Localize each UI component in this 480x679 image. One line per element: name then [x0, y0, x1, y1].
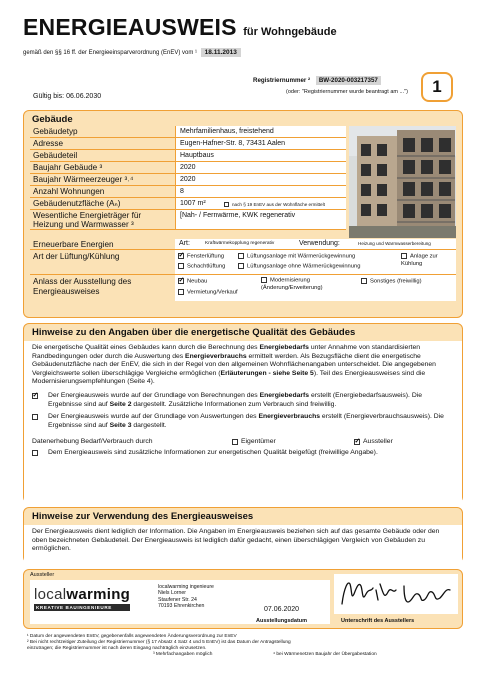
checkbox-icon — [401, 253, 407, 259]
checkbox-icon — [261, 277, 267, 283]
document-subtitle: für Wohngebäude — [243, 26, 337, 38]
ventilation-option-heat-recovery[interactable]: Lüftungsanlage mit Wärmerückgewinnung — [238, 253, 355, 261]
building-section — [23, 110, 463, 318]
table-row: Baujahr Gebäude ³ 2020 — [30, 162, 346, 174]
issuer-label: Aussteller — [30, 572, 55, 578]
checkbox-icon — [178, 289, 184, 295]
usage-hints-text: Der Energieausweis dient lediglich der Information. Die Angaben im Energieausweis beziehen sich auf das gesamte Gebäude oder den oben bezeichneten Gebäudeteil. Der Energieausweis ist lediglich dafür gedacht, einen überschlägigen Vergleich von Gebäuden zu ermöglichen. — [32, 528, 440, 553]
checkbox-icon — [232, 439, 238, 445]
option-additional-info[interactable]: Dem Energieausweis sind zusätzliche Informationen zur energetischen Qualität beigefügt (freiwillige Angabe). — [24, 448, 462, 460]
footnote-4: ⁴ bei Wärmenetzen Baujahr der Übergabestation — [273, 652, 377, 657]
option-owner[interactable]: Eigentümer — [232, 438, 276, 445]
table-row: Baujahr Wärmeerzeuger ³˒⁴ 2020 — [30, 174, 346, 186]
checkbox-checked-icon — [178, 253, 184, 259]
registration-number: BW-2020-003217357 — [316, 76, 381, 85]
building-system-table — [30, 239, 456, 301]
reason-option-rent-sale[interactable]: Vermietung/Verkauf — [178, 289, 238, 297]
page-number-badge: 1 — [421, 72, 453, 102]
quality-intro: Die energetische Qualität eines Gebäudes kann durch die Berechnung des Energiebedarfs unter Annahme von standardisierten Randbedingungen oder durch die Auswertung des Energieverbrauchs ermittelt werden. Als Bezugsfläche dient die energetische Gebäudenutzfläche nach der EnEV, die sich in der Regel von den allgemeinen Wohnflächenangaben unterscheidet. Die angegebenen Vergleichswerte sollen überschlägige Vergleiche ermöglichen (Erläuterungen - siehe Seite 5). Teil des Energieausweises sind die Modernisierungsempfehlungen (Seite 4). — [32, 344, 436, 386]
valid-until: Gültig bis: 06.06.2030 — [33, 93, 102, 100]
area-note-checkbox — [224, 202, 229, 207]
registration-label: Registriernummer ² — [253, 77, 311, 84]
table-row: Gebäudetyp Mehrfamilienhaus, freistehend — [30, 126, 346, 138]
checkbox-icon — [178, 263, 184, 269]
renewable-row: Erneuerbare Energien Art: Kraftwärmekopplung regenerativ Verwendung: Heizung und Warmwasserbereitung — [30, 239, 456, 250]
footnote-3: ³ Mehrfachangaben möglich — [153, 652, 213, 657]
ventilation-option-cooling[interactable]: Anlage zur Kühlung — [401, 253, 438, 267]
checkbox-icon — [32, 414, 38, 420]
checkbox-checked-icon — [354, 439, 360, 445]
area-note: nach § 19 EnEV aus der Wohnfläche ermittelt — [232, 202, 325, 207]
checkbox-icon — [238, 263, 244, 269]
renewable-type-value: Kraftwärmekopplung regenerativ — [205, 241, 275, 246]
area-row: Gebäudenutzfläche (Aₙ) 1007 m² nach § 19 EnEV aus der Wohnfläche ermittelt — [30, 198, 346, 210]
data-collection-label: Datenerhebung Bedarf/Verbrauch durch — [32, 438, 153, 446]
table-row: Gebäudeteil Hauptbaus — [30, 150, 346, 162]
option-issuer[interactable]: ✓ Aussteller — [354, 438, 393, 445]
table-row: Adresse Eugen-Hafner-Str. 8, 73431 Aalen — [30, 138, 346, 150]
checkbox-icon — [32, 450, 38, 456]
registration-note: (oder: "Registriernummer wurde beantragt am ...") — [286, 89, 408, 95]
usage-hints-title: Hinweise zur Verwendung des Energieausweises — [32, 511, 254, 522]
data-collection-row — [24, 436, 462, 448]
issue-date-label: Ausstellungsdatum — [256, 618, 308, 624]
renewable-type-label: Art: — [179, 240, 190, 247]
building-data-table — [30, 126, 346, 230]
building-photo — [349, 126, 456, 238]
issuer-address: localwarming ingenieure Niels Lorner Staufener Str. 24 70193 Ehrenkirchen — [158, 584, 214, 610]
checkbox-icon — [238, 253, 244, 259]
footnote-1: ¹ Datum der angewendeten EnEV, gegebenenfalls angewendeten Änderungsverordnung zur EnEV — [27, 634, 237, 639]
energy-certificate-page — [23, 14, 463, 664]
checkbox-checked-icon — [178, 278, 184, 284]
quality-hints-title: Hinweise zu den Angaben über die energetische Qualität des Gebäudes — [32, 327, 356, 338]
signature-area — [334, 574, 458, 614]
reason-option-modernisation[interactable]: Modernisierung (Änderung/Erweiterung) — [261, 277, 323, 291]
reason-option-other[interactable]: Sonstiges (freiwillig) — [361, 278, 422, 286]
checkbox-icon — [361, 278, 367, 284]
reason-row: Anlass der Ausstellung des Energieausweises ✓Neubau Modernisierung (Änderung/Erweiterung) Sonstiges (freiwillig) Vermietung/Verkauf — [30, 275, 456, 301]
option-demand-certificate[interactable]: ✓ Der Energieausweis wurde auf der Grundlage von Berechnungen des Energiebedarfs erstellt (Energiebedarfsausweis). Die Ergebnisse sind auf Seite 2 dargestellt. Zusätzliche Informationen zum Verbrauch sind freiwillig. — [24, 390, 462, 411]
ventilation-option-window[interactable]: ✓ Fensterlüftung — [178, 253, 224, 261]
ventilation-option-no-heat-recovery[interactable]: Lüftungsanlage ohne Wärmerückgewinnung — [238, 263, 360, 271]
footnote-2: ² Bei nicht rechtzeitiger Zuteilung der Registriernummer (§ 17 Absatz 4 Satz 4 und 5 EnEV) ist das Datum der Antragstellung einzutragen; die Registriernummer ist nach deren Eingang nachträglich einzusetzen. — [27, 640, 291, 651]
checkbox-checked-icon — [32, 393, 38, 399]
quality-hints-section — [23, 323, 463, 503]
renewable-use-label: Verwendung: — [299, 240, 340, 247]
usage-hints-section — [23, 507, 463, 563]
area-value: 1007 m² — [175, 198, 220, 209]
registration-row — [253, 76, 381, 85]
option-consumption-certificate[interactable]: Der Energieausweis wurde auf der Grundlage von Auswertungen des Energieverbrauchs erstellt (Energieverbrauchsausweis). Die Ergebnisse sind auf Seite 3 dargestellt. — [24, 411, 462, 432]
enev-date: 18.11.2013 — [201, 48, 241, 57]
signature-label: Unterschrift des Ausstellers — [341, 618, 415, 624]
renewable-use-value: Heizung und Warmwasserbereitung — [358, 241, 431, 246]
signature-image — [334, 574, 458, 614]
legal-basis: gemäß den §§ 16 ff. der Energieeinsparverordnung (EnEV) vom ¹ 18.11.2013 — [23, 48, 241, 57]
table-row: Anzahl Wohnungen 8 — [30, 186, 346, 198]
energy-carrier-row: Wesentliche Energieträger für Heizung und Warmwasser ³ [Nah- / Fernwärme, KWK regenerativ — [30, 210, 346, 230]
ventilation-option-shaft[interactable]: Schachtlüftung — [178, 263, 225, 271]
reason-option-new-building[interactable]: ✓Neubau — [178, 278, 207, 286]
building-section-title: Gebäude — [32, 114, 73, 125]
ventilation-row: Art der Lüftung/Kühlung ✓ Fensterlüftung Lüftungsanlage mit Wärmerückgewinnung Anlage zur Kühlung Schachtlüftung Lüftungsanlage ohne Wärmerückgewinnung — [30, 250, 456, 275]
issue-date: 07.06.2020 — [260, 606, 303, 613]
issuer-logo: localwarming KREATIVE BAUINGENIEURE — [34, 586, 131, 610]
document-title: ENERGIEAUSWEIS für Wohngebäude — [23, 14, 337, 40]
issuer-section — [23, 569, 463, 629]
